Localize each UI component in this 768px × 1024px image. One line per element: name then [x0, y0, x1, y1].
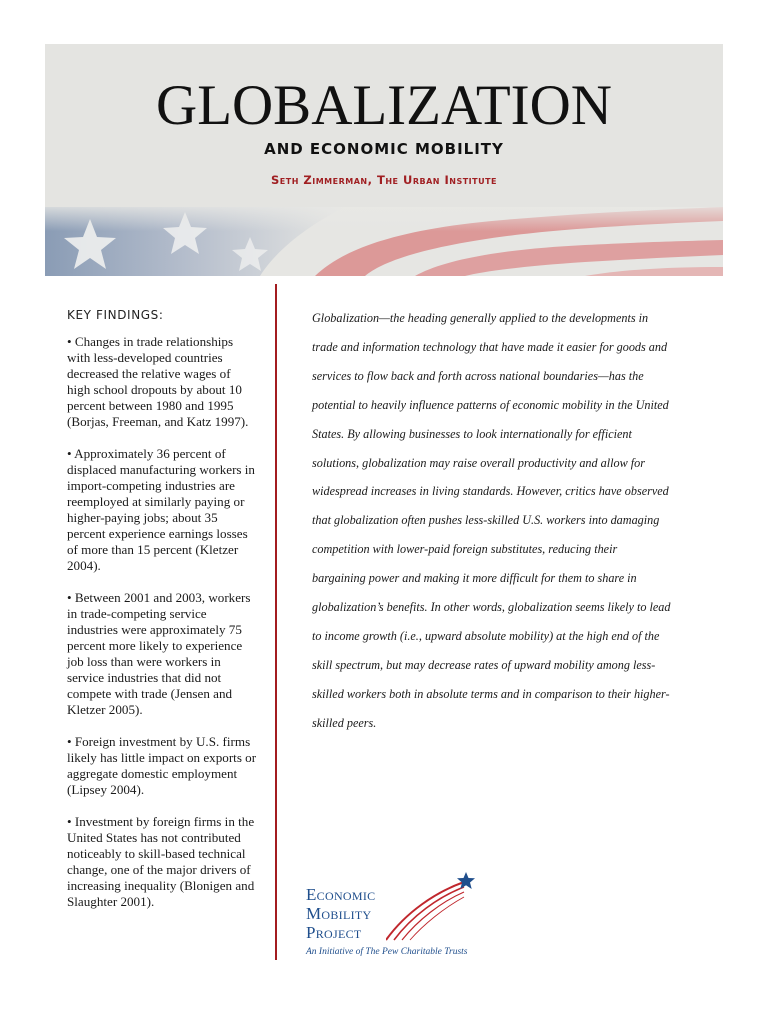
key-findings-heading: KEY FINDINGS:: [67, 308, 164, 322]
document-subtitle: AND ECONOMIC MOBILITY: [264, 140, 504, 158]
logo-line-2: Mobility: [306, 904, 372, 923]
economic-mobility-project-logo: [306, 872, 526, 964]
logo-line-3: Project: [306, 923, 362, 942]
column-divider: [275, 284, 277, 960]
logo-tagline: An Initiative of The Pew Charitable Trusts: [306, 947, 468, 957]
author-line: Seth Zimmerman, The Urban Institute: [270, 173, 498, 187]
american-flag-image: [45, 207, 723, 276]
intro-paragraph: Globalization—the heading generally applied to the developments in trade and information technology that have made it easier for goods and services to flow back and forth across national boundaries—has the potential to heavily influence patterns of economic mobility in the United States. By allowing businesses to look internationally for efficient solutions, globalization may raise overall productivity and allow for widespread increases in living standards. However, critics have observed that globalization often pushes less-skilled U.S. workers into damaging competition with lower-paid foreign substitutes, reducing their bargaining power and making it more difficult for them to share in globalization’s benefits. In other words, globalization seems likely to lead to income growth (i.e., upward absolute mobility) at the high end of the skill spectrum, but may decrease rates of upward mobility among less-skilled workers both in absolute terms and in comparison to their higher-skilled peers.: [312, 311, 671, 730]
key-finding-item: • Foreign investment by U.S. firms likely has little impact on exports or aggregate domestic employment (Lipsey 2004).: [67, 734, 257, 797]
key-finding-item: • Investment by foreign firms in the United States has not contributed noticeably to skill-based technical change, one of the major drivers of increasing inequality (Blonigen and Slaughter 2001).: [67, 814, 255, 909]
key-finding-item: • Changes in trade relationships with less-developed countries decreased the relative wages of high school dropouts by about 10 percent between 1980 and 1995 (Borjas, Freeman, and Katz 1997).: [67, 334, 249, 429]
document-title: GLOBALIZATION: [156, 74, 612, 137]
header-banner: [45, 44, 723, 276]
key-finding-item: • Between 2001 and 2003, workers in trade-competing service industries were approximately 75 percent more likely to experience job loss than were workers in service industries that did not compete with trade (Jensen and Kletzer 2005).: [67, 590, 251, 717]
star-swoosh-icon: [386, 872, 476, 942]
key-finding-item: • Approximately 36 percent of displaced manufacturing workers in import-competing industries are reemployed at similarly paying or higher-paying jobs; about 35 percent experience earnings losses of more than 15 percent (Kletzer 2004).: [67, 446, 255, 573]
key-findings-sidebar: [67, 308, 257, 926]
logo-line-1: Economic: [306, 885, 376, 904]
